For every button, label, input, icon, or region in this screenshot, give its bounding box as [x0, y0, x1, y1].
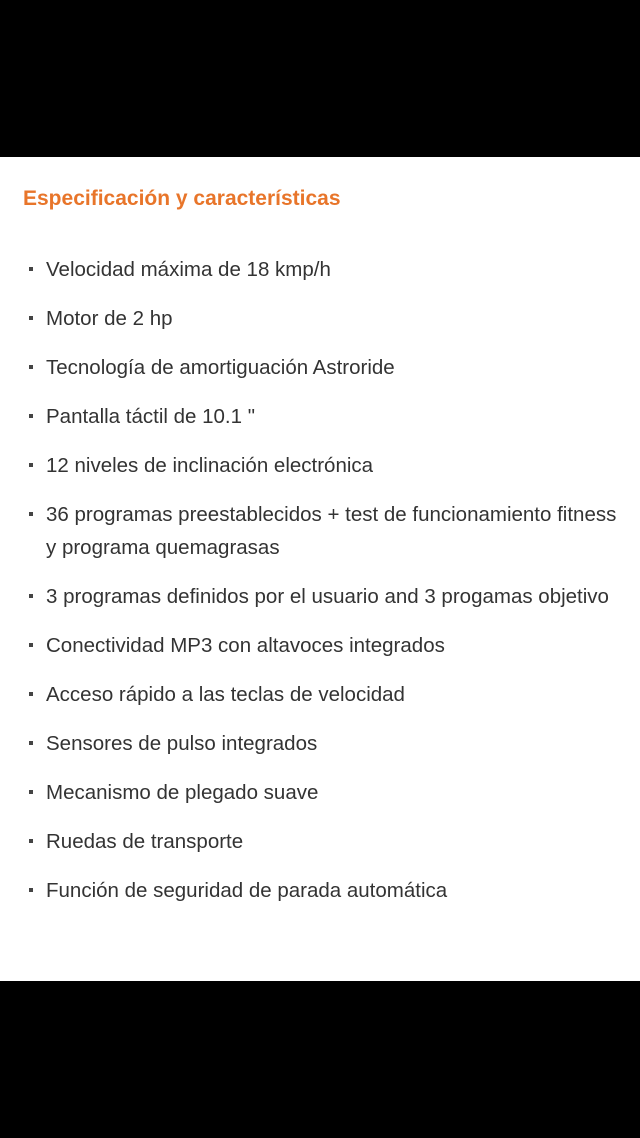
bullet-icon — [29, 888, 33, 892]
list-item: Conectividad MP3 con altavoces integrados — [0, 629, 640, 662]
bullet-icon — [29, 594, 33, 598]
list-item: 3 programas definidos por el usuario and 3 progamas objetivo — [0, 580, 640, 613]
list-item: Función de seguridad de parada automática — [0, 874, 640, 907]
bullet-icon — [29, 316, 33, 320]
bullet-icon — [29, 692, 33, 696]
list-item: Pantalla táctil de 10.1 " — [0, 400, 640, 433]
list-item: 12 niveles de inclinación electrónica — [0, 449, 640, 482]
list-item: Velocidad máxima de 18 kmp/h — [0, 253, 640, 286]
list-item: 36 programas preestablecidos + test de funcionamiento fitness y programa quemagrasas — [0, 498, 640, 564]
spec-panel — [0, 157, 640, 981]
section-title: Especificación y características — [23, 187, 341, 210]
list-item: Ruedas de transporte — [0, 825, 640, 858]
bullet-icon — [29, 365, 33, 369]
spec-list — [0, 253, 640, 923]
bullet-icon — [29, 790, 33, 794]
list-item: Tecnología de amortiguación Astroride — [0, 351, 640, 384]
bullet-icon — [29, 414, 33, 418]
list-item: Sensores de pulso integrados — [0, 727, 640, 760]
list-item: Motor de 2 hp — [0, 302, 640, 335]
bullet-icon — [29, 463, 33, 467]
bullet-icon — [29, 839, 33, 843]
bullet-icon — [29, 267, 33, 271]
bullet-icon — [29, 512, 33, 516]
bullet-icon — [29, 741, 33, 745]
list-item: Mecanismo de plegado suave — [0, 776, 640, 809]
bullet-icon — [29, 643, 33, 647]
list-item: Acceso rápido a las teclas de velocidad — [0, 678, 640, 711]
